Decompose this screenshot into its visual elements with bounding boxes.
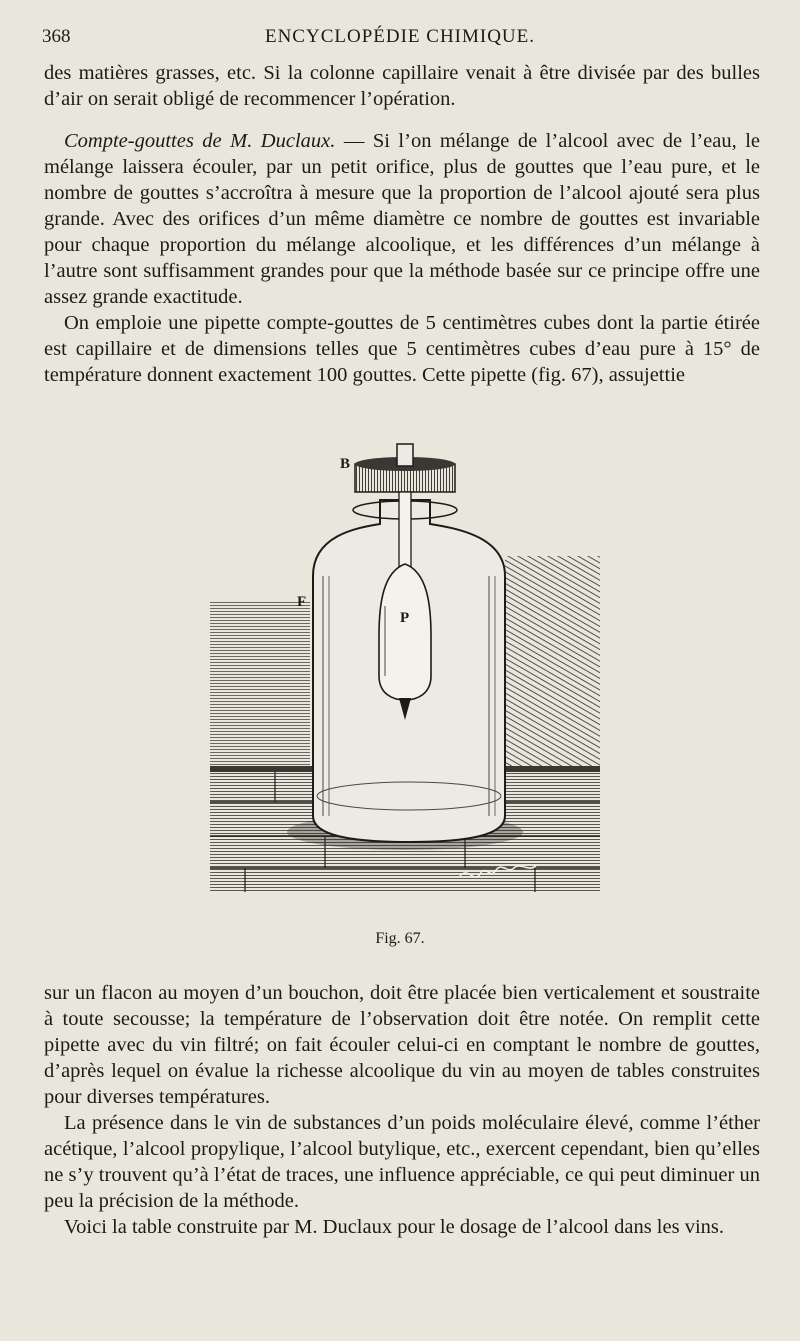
label-f: F bbox=[297, 594, 307, 610]
paragraph-capillary: des matières grasses, etc. Si la colonne capillaire venait à être divisée par des bulles d’air on serait obligé de recommencer l’opération. bbox=[44, 62, 760, 110]
page-number: 368 bbox=[42, 26, 71, 47]
paragraph-table-intro: Voici la table construite par M. Duclaux pour le dosage de l’alcool dans les vins. bbox=[64, 1216, 725, 1238]
figure-caption: Fig. 67. bbox=[375, 930, 425, 947]
paragraph-duclaux-body: — Si l’on mélange de l’alcool avec de l’eau, le mélange laissera écouler, par un petit orifice, plus de gouttes que l’eau pure, et le nombre de gouttes s’accroîtra à mesure que la proportion de l’alcool ajouté sera plus grande. Avec des orifices d’un même diamètre ce nombre de gouttes est invariable pour chaque proportion du mélange alcoolique, et les différences d’un mélange à l’autre sont suffisamment grandes pour que la méthode basée sur ce principe offre une assez grande exactitude. bbox=[44, 130, 760, 308]
running-title: ENCYCLOPÉDIE CHIMIQUE. bbox=[264, 26, 536, 47]
paragraph-substances: La présence dans le vin de substances d’un poids moléculaire élevé, comme l’éther acétique, l’alcool propylique, l’alcool butylique, etc., exercent cependant, bien qu’elles ne s’y trouvent qu’à l’état de traces, une influence appréciable, ce qui peut diminuer un peu la précision de la méthode. bbox=[44, 1112, 760, 1212]
flask-illustration bbox=[205, 436, 605, 896]
label-p: P bbox=[400, 610, 410, 626]
section-heading: Compte-gouttes de M. Duclaux. bbox=[64, 130, 336, 152]
paragraph-procedure: sur un flacon au moyen d’un bouchon, doit être placée bien verticalement et soustraite à toute secousse; la température de l’observation doit être notée. On remplit cette pipette avec du vin filtré; on fait écouler celui-ci en comptant le nombre de gouttes, d’après lequel on évalue la richesse alcoolique du vin au moyen de tables construites pour diverses températures. bbox=[44, 982, 760, 1108]
label-b: B bbox=[340, 456, 351, 472]
paragraph-duclaux bbox=[44, 128, 760, 310]
figure-67 bbox=[205, 436, 605, 896]
stopper bbox=[355, 444, 455, 492]
paragraph-pipette: On emploie une pipette compte-gouttes de 5 centimètres cubes dont la partie étirée est capillaire et de dimensions telles que 5 centimètres cubes d’eau pure à 15° de température donnent exactement 100 gouttes. Cette pipette (fig. 67), assujettie bbox=[44, 312, 760, 386]
text-block-upper bbox=[44, 60, 760, 388]
text-block-lower bbox=[44, 980, 760, 1240]
running-head bbox=[42, 26, 758, 50]
